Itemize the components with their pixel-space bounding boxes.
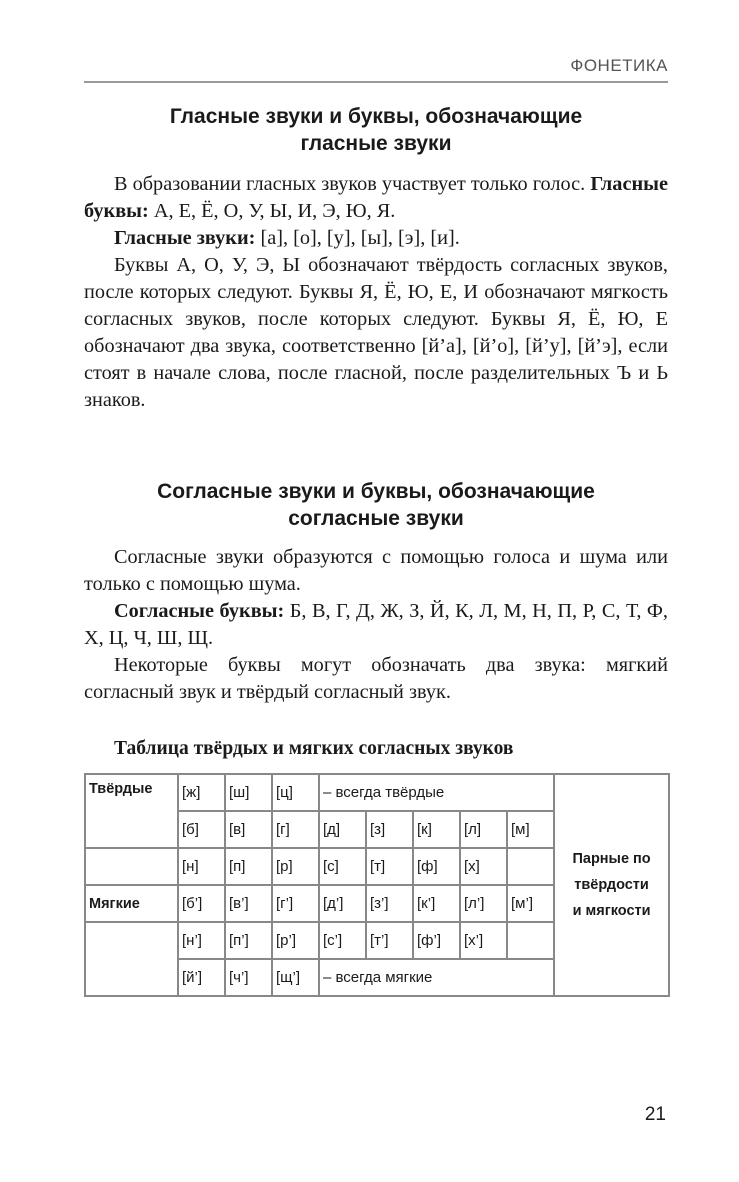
row-label-hard: Твёрдые: [85, 774, 178, 848]
section-heading-consonants: [84, 478, 668, 532]
sound-cell: [ш]: [225, 774, 272, 811]
table-caption: Таблица твёрдых и мягких согласных звуков: [114, 738, 514, 759]
sound-cell: [н’]: [178, 922, 225, 959]
empty-label-cell: [85, 848, 178, 885]
sound-cell: [м]: [507, 811, 554, 848]
sound-cell: [к]: [413, 811, 460, 848]
paragraph-consonant-letters: [84, 598, 668, 652]
term-vowel-letters: Гласные буквы:: [84, 173, 668, 222]
paired-label-line: твёрдости: [574, 877, 649, 893]
heading-line: гласные звуки: [300, 132, 452, 155]
sound-cell: [г’]: [272, 885, 319, 922]
term-consonant-letters: Согласные буквы:: [114, 600, 285, 622]
sound-cell: [п]: [225, 848, 272, 885]
consonant-letters-list: Б, В, Г, Д, Ж, З, Й, К, Л, М, Н, П, Р, С, Т, Ф, Х, Ц, Ч, Ш, Щ.: [84, 600, 668, 649]
sound-cell: [ч’]: [225, 959, 272, 996]
running-head: ФОНЕТИКА: [570, 56, 668, 75]
paragraph-vowel-rules: [84, 252, 668, 414]
sound-cell: [щ’]: [272, 959, 319, 996]
sound-cell: [т]: [366, 848, 413, 885]
sound-cell: [б’]: [178, 885, 225, 922]
sound-cell: [л]: [460, 811, 507, 848]
paragraph-vowel-sounds: [84, 225, 668, 252]
sound-cell: [ц]: [272, 774, 319, 811]
sound-cell: [т’]: [366, 922, 413, 959]
paragraph-vowels-intro: [84, 171, 668, 225]
heading-line: согласные звуки: [288, 507, 464, 530]
row-label-soft: Мягкие: [85, 885, 178, 922]
sound-cell: [з]: [366, 811, 413, 848]
sound-cell: [с]: [319, 848, 366, 885]
empty-cell: [507, 922, 554, 959]
sound-cell: [р]: [272, 848, 319, 885]
sound-cell: [к’]: [413, 885, 460, 922]
paired-label: [554, 774, 669, 996]
sound-cell: [г]: [272, 811, 319, 848]
sound-cell: [в]: [225, 811, 272, 848]
consonants-table: [84, 773, 670, 997]
sound-cell: [л’]: [460, 885, 507, 922]
sound-cell: [р’]: [272, 922, 319, 959]
sound-cell: [в’]: [225, 885, 272, 922]
sound-cell: [м’]: [507, 885, 554, 922]
paragraph-text: В образовании гласных звуков участвует только голос.: [114, 173, 586, 195]
paragraph-two-sounds: [84, 652, 668, 706]
vowel-letters-list: А, Е, Ё, О, У, Ы, И, Э, Ю, Я.: [153, 200, 396, 222]
sound-cell: [д]: [319, 811, 366, 848]
paragraph-text: Некоторые буквы могут обозначать два звука: мягкий согласный звук и твёрдый согласный звук.: [84, 654, 668, 703]
empty-label-cell: [85, 922, 178, 996]
section-heading-vowels: [84, 103, 668, 157]
sound-cell: [з’]: [366, 885, 413, 922]
term-vowel-sounds: Гласные звуки:: [114, 227, 256, 249]
sound-cell: [х’]: [460, 922, 507, 959]
sound-cell: [н]: [178, 848, 225, 885]
header-rule: [84, 81, 668, 83]
paired-label-line: и мягкости: [572, 903, 651, 919]
sound-cell: [й’]: [178, 959, 225, 996]
sound-cell: [ж]: [178, 774, 225, 811]
paragraph-text: Согласные звуки образуются с помощью голоса и шума или только с помощью шума.: [84, 546, 668, 595]
paragraph-text: Буквы А, О, У, Э, Ы обозначают твёрдость согласных звуков, после которых следуют. Буквы Я, Ё, Ю, Е, И обозначают мягкость согласных звуков, после которых следуют. Буквы Я, Ё, Ю, Е обозначают два звука, соответственно [й’а], [й’о], [й’у], [й’э], если стоят в начале слова, после гласной, после разделительных Ъ и Ь знаков.: [84, 254, 668, 411]
sound-cell: [п’]: [225, 922, 272, 959]
heading-line: Согласные звуки и буквы, обозначающие: [157, 480, 595, 503]
sound-cell: [д’]: [319, 885, 366, 922]
sound-cell: [с’]: [319, 922, 366, 959]
page-number: 21: [644, 1104, 666, 1125]
empty-cell: [507, 848, 554, 885]
always-hard-note: – всегда твёрдые: [319, 774, 554, 811]
sound-cell: [х]: [460, 848, 507, 885]
sound-cell: [б]: [178, 811, 225, 848]
always-soft-note: – всегда мягкие: [319, 959, 554, 996]
heading-line: Гласные звуки и буквы, обозначающие: [169, 105, 583, 128]
table-row: [85, 774, 669, 811]
vowel-sounds-list: [а], [о], [у], [ы], [э], [и].: [260, 227, 460, 249]
paired-label-line: Парные по: [572, 851, 651, 867]
paragraph-consonants-intro: [84, 544, 668, 598]
sound-cell: [ф’]: [413, 922, 460, 959]
sound-cell: [ф]: [413, 848, 460, 885]
